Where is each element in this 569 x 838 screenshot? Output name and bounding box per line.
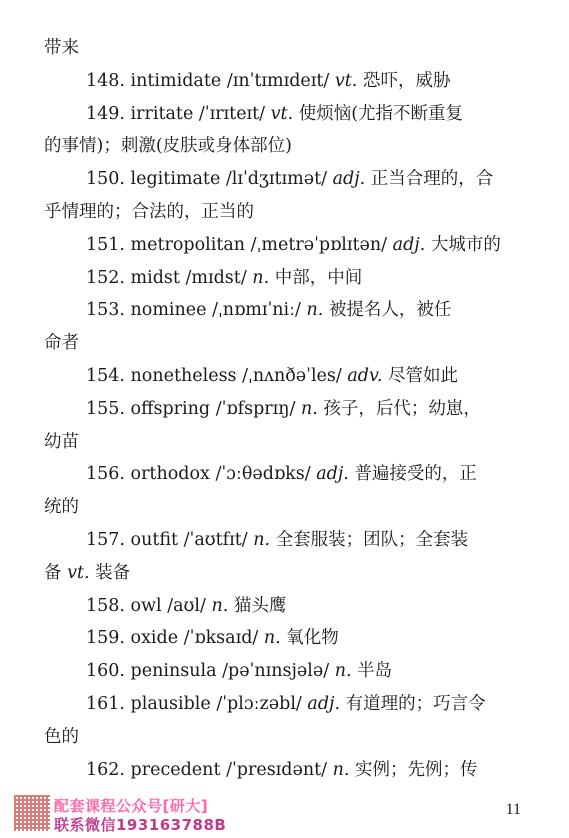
continuation-text: 乎情理的；合法的，正当的 — [44, 202, 254, 222]
continuation-line — [0, 557, 569, 589]
part-of-speech: n. — [334, 661, 352, 682]
phonetic: /ˈpresɪdənt/ — [226, 759, 328, 780]
definition: 半岛 — [357, 661, 393, 682]
vocab-entry — [0, 754, 569, 786]
vocab-entry — [0, 688, 569, 720]
definition: 普遍接受的，正 — [354, 464, 477, 485]
continuation-text: 备 — [44, 562, 62, 583]
vocab-entry — [0, 360, 569, 392]
continuation-line — [0, 426, 569, 458]
part-of-speech: n. — [253, 530, 271, 550]
continuation-text: 色的 — [44, 726, 79, 747]
headword: 159. oxide — [86, 628, 179, 649]
part-of-speech: adj. — [307, 694, 341, 714]
definition: 恐吓，威胁 — [362, 70, 451, 91]
part-of-speech: vt. — [67, 562, 90, 583]
definition: 有道理的；巧言令 — [345, 694, 486, 714]
headword: 148. intimidate — [86, 70, 222, 91]
headword: 162. precedent — [86, 759, 221, 780]
continuation-line — [0, 491, 569, 523]
definition: 正当合理的，合 — [370, 169, 494, 190]
continuation-text: 统的 — [44, 497, 79, 518]
vocab-entry — [0, 622, 569, 654]
phonetic: /ˈɔːθədɒks/ — [215, 464, 311, 485]
qr-code-icon — [14, 795, 50, 831]
part-of-speech: adj. — [316, 464, 349, 485]
phonetic: /ˌmetrəˈpɒlɪtən/ — [250, 234, 388, 255]
definition: 实例；先例；传 — [355, 759, 478, 780]
definition: 孩子，后代；幼崽， — [323, 398, 481, 419]
definition: 装备 — [95, 562, 131, 583]
headword: 150. legitimate — [86, 169, 221, 190]
part-of-speech: n. — [252, 267, 270, 288]
vocab-entry — [0, 294, 569, 326]
phonetic: /ˈaʊtfɪt/ — [183, 530, 248, 550]
headword: 160. peninsula — [86, 661, 217, 682]
vocab-entry — [0, 163, 569, 195]
continuation-text: 幼苗 — [44, 431, 79, 452]
continuation-text: 带来 — [44, 38, 79, 58]
part-of-speech: n. — [300, 398, 318, 419]
headword: 161. plausible — [86, 694, 211, 714]
part-of-speech: adj. — [392, 234, 426, 255]
headword: 151. metropolitan — [86, 234, 246, 255]
vocab-entry — [0, 590, 569, 622]
part-of-speech: adj. — [332, 169, 366, 190]
phonetic: /ˈplɔːzəbl/ — [216, 694, 302, 714]
phonetic: /mɪdst/ — [185, 267, 247, 288]
definition: 被提名人，被任 — [328, 300, 452, 321]
definition: 猫头鹰 — [233, 595, 287, 616]
continuation-line — [0, 32, 569, 64]
phonetic: /lɪˈdʒɪtɪmət/ — [225, 169, 327, 190]
vocab-entry — [0, 655, 569, 687]
part-of-speech: n. — [263, 628, 281, 649]
definition: 尽管如此 — [387, 366, 458, 386]
continuation-text: 的事情)；刺激(皮肤或身体部位) — [44, 136, 292, 157]
part-of-speech: n. — [211, 595, 229, 616]
vocab-entry — [0, 229, 569, 261]
definition: 中部，中间 — [274, 267, 363, 288]
continuation-text: 命者 — [44, 333, 79, 354]
vocab-entry — [0, 524, 569, 556]
part-of-speech: vt. — [334, 70, 358, 91]
definition: 使烦恼(尤指不断重复 — [298, 103, 464, 124]
watermark — [14, 795, 334, 835]
definition: 氧化物 — [286, 628, 339, 649]
headword: 153. nominee — [86, 300, 207, 321]
part-of-speech: vt. — [270, 103, 294, 124]
part-of-speech: n. — [306, 300, 324, 321]
page-number: 11 — [505, 801, 521, 818]
phonetic: /ˈɒfsprɪŋ/ — [215, 398, 296, 419]
continuation-line — [0, 130, 569, 162]
phonetic: /ɪnˈtɪmɪdeɪt/ — [226, 70, 330, 91]
headword: 156. orthodox — [86, 464, 210, 485]
definition: 大城市的 — [430, 234, 501, 255]
watermark-line-2: 联系微信193163788B — [54, 816, 227, 834]
part-of-speech: n. — [332, 759, 350, 780]
vocab-entry — [0, 65, 569, 97]
phonetic: /aʊl/ — [167, 595, 206, 616]
vocab-entry — [0, 393, 569, 425]
definition: 全套服装；团队；全套装 — [275, 530, 469, 550]
part-of-speech: adv. — [347, 366, 383, 386]
phonetic: /ˈɪrɪteɪt/ — [198, 103, 266, 124]
vocab-entry — [0, 458, 569, 490]
headword: 158. owl — [86, 595, 162, 616]
continuation-line — [0, 196, 569, 228]
phonetic: /ˈɒksaɪd/ — [183, 628, 259, 649]
continuation-line — [0, 327, 569, 359]
headword: 155. offspring — [86, 398, 211, 419]
phonetic: /ˌnʌnðəˈles/ — [242, 366, 342, 386]
headword: 152. midst — [86, 267, 180, 288]
headword: 157. outfit — [86, 530, 179, 550]
headword: 154. nonetheless — [86, 366, 237, 386]
vocab-entry — [0, 98, 569, 130]
continuation-line — [0, 721, 569, 753]
watermark-line-1: 配套课程公众号[研大] — [54, 797, 209, 815]
headword: 149. irritate — [86, 103, 194, 124]
vocab-entry — [0, 262, 569, 294]
phonetic: /pəˈnɪnsjələ/ — [222, 661, 330, 682]
phonetic: /ˌnɒmɪˈniː/ — [212, 300, 301, 321]
